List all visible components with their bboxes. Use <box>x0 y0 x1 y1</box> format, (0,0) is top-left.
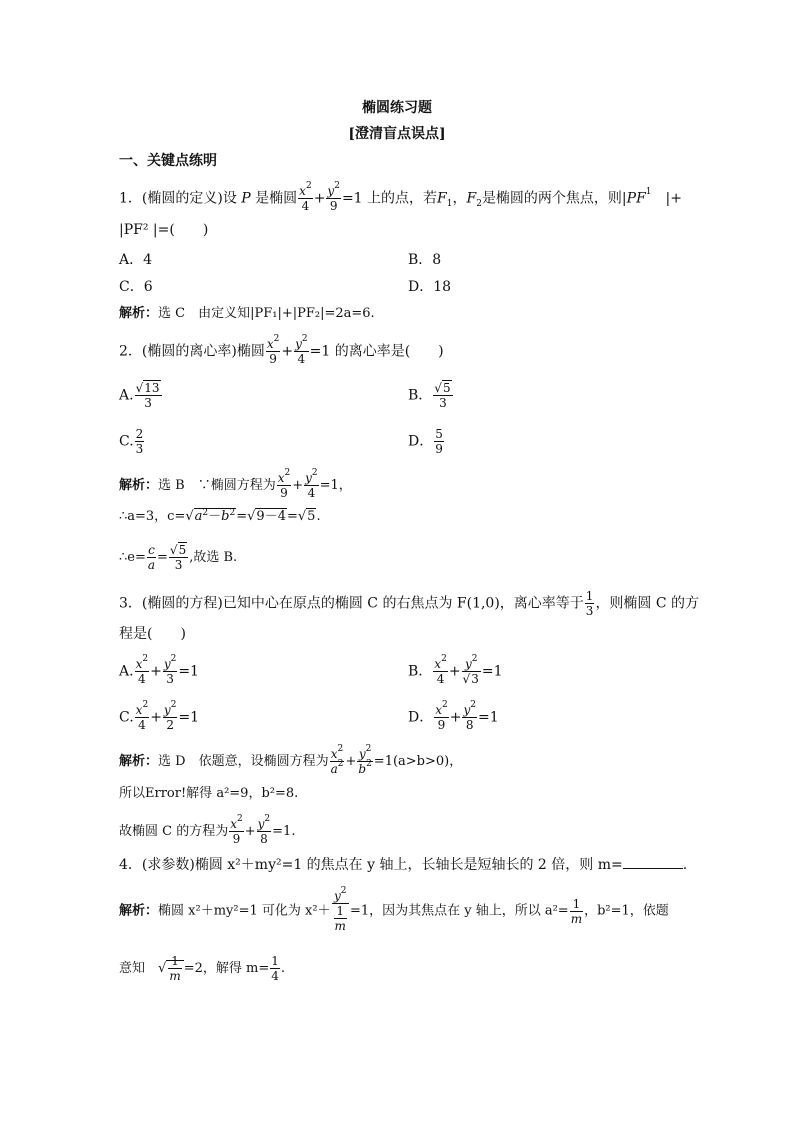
option-label: C. <box>119 433 134 450</box>
q3-text: 3．(椭圆的方程)已知中心在原点的椭圆 C 的右焦点为 F(1,0)，离心率等于 <box>119 595 584 612</box>
q2-option-c: C. $\frac{2}{3}$ <box>119 427 144 456</box>
q2-analysis-2: ∴a=3，$c=√a^2-b^2=√9-4=√5$. <box>119 508 321 524</box>
option-label: D． <box>408 433 434 450</box>
question-4 <box>119 855 687 875</box>
q1-text: 是椭圆 <box>255 190 298 207</box>
q1-option-c: C．6 <box>119 279 153 295</box>
q2-analysis-3: ∴e= $\frac{c}{a}$ = $\frac{√5}{3}$ ,故选 B. <box>119 543 238 572</box>
question-3-line2: 程是( ) <box>119 626 186 642</box>
page-subtitle: [澄清盲点误点] <box>348 126 446 142</box>
answer-blank[interactable] <box>623 856 683 869</box>
question-1-line2: |PF² |=( ) <box>119 222 209 238</box>
q1-option-b: B．8 <box>408 252 442 268</box>
q2-option-b: B． $\frac{√5}{3}$ <box>408 381 451 410</box>
option-label: D． <box>408 709 434 726</box>
q3-analysis-2: 所以Error!解得 a²=9，b²=8. <box>119 786 299 801</box>
analysis-label: 解析： <box>119 478 159 493</box>
q1-text: 1．(椭圆的定义)设 <box>119 190 237 207</box>
question-2: 2．(椭圆的离心率)椭圆 $\frac{x^2}{9}$ + $\frac{y^2}{4}$ =1 的离心率是( ) <box>119 334 444 366</box>
analysis-text: 选 C 由定义知|PF₁|+|PF₂|=2a=6. <box>158 306 375 321</box>
analysis-text: 椭圆 x²＋my²=1 可化为 x²＋ <box>158 903 331 919</box>
q3-analysis-1: 解析：选 D 依题意，设椭圆方程为 $\frac{x^2}{a^2}$ + $\frac{y^2}{b^2}$ =1(a>b>0)， <box>119 744 463 776</box>
analysis-label: 解析： <box>119 903 159 919</box>
q3-option-d: D． $\frac{x^2}{9}$ + $\frac{y^2}{8}$ =1 <box>408 700 499 732</box>
q1-option-d: D．18 <box>408 279 452 295</box>
option-label: A. <box>119 663 134 680</box>
q1-analysis <box>119 304 375 324</box>
analysis-text: 选 B ∵椭圆方程为 <box>158 478 276 493</box>
q4-text: 4．(求参数)椭圆 x²＋my²=1 的焦点在 y 轴上，长轴长是短轴长的 2 倍，则 m= <box>119 857 623 873</box>
section-heading: 一、关键点练明 <box>119 153 217 169</box>
q1-option-a: A．4 <box>119 252 153 268</box>
page-title: 椭圆练习题 <box>362 100 432 116</box>
q2-option-a: A. $\frac{√13}{3}$ <box>119 381 160 410</box>
question-3: 3．(椭圆的方程)已知中心在原点的椭圆 C 的右焦点为 F(1,0)，离心率等于 $\frac{1}{3}$ ，则椭圆 C 的方 <box>119 589 700 618</box>
analysis-text: ∴a=3，c= <box>119 509 186 524</box>
q4-text: . <box>682 857 688 873</box>
analysis-text: =1(a>b>0)， <box>373 754 463 769</box>
q2-analysis-1: 解析：选 B ∵椭圆方程为 $\frac{x^2}{9}$ + $\frac{y^2}{4}$ =1， <box>119 468 352 500</box>
option-label: A. <box>119 387 134 404</box>
analysis-text: 意知 <box>119 961 146 976</box>
q1-text: 是椭圆的两个焦点，则| <box>481 190 627 207</box>
q4-analysis-1: 解析：椭圆 x²＋my²=1 可化为 x²＋ $\frac{y^2}{\frac{1}{m}}$ =1，因为其焦点在 y 轴上，所以 a²= $\frac{1}{m}$ ，b²=1，依题 <box>119 886 669 933</box>
analysis-text: =1，因为其焦点在 y 轴上，所以 a²= <box>349 903 569 919</box>
question-1: 1．(椭圆的定义)设 P 是椭圆 $\frac{x^2}{4}$ + $\frac{y^2}{9}$ =1 上的点，若$F_1$，$F_2$是椭圆的两个焦点，则$|PF^1$ |+ <box>119 181 682 213</box>
q4-analysis-2: 意知 √ $\frac{1}{m}$ =2，解得 m= $\frac{1}{4}$ . <box>119 954 286 983</box>
option-label: C. <box>119 709 134 726</box>
analysis-text: . <box>280 961 286 976</box>
q2-option-d: D． $\frac{5}{9}$ <box>408 427 443 456</box>
q3-text: ，则椭圆 C 的方 <box>595 595 700 612</box>
q3-option-b: B． $\frac{x^2}{4}$ + $\frac{y^2}{√3}$ =1 <box>408 654 503 686</box>
analysis-text: =2，解得 m= <box>183 961 270 976</box>
option-label: B． <box>408 663 433 680</box>
q2-text: =1 的离心率是( ) <box>309 343 444 360</box>
q2-text: 2．(椭圆的离心率)椭圆 <box>119 343 265 360</box>
analysis-text: ,故选 B. <box>189 550 238 565</box>
analysis-text: 故椭圆 C 的方程为 <box>119 824 229 839</box>
analysis-label: 解析： <box>119 754 159 769</box>
q1-text: =1 上的点，若 <box>341 190 438 207</box>
analysis-text: 选 D 依题意，设椭圆方程为 <box>158 754 329 769</box>
q3-option-a: A. $\frac{x^2}{4}$ + $\frac{y^2}{3}$ =1 <box>119 654 199 686</box>
q3-option-c: C. $\frac{x^2}{4}$ + $\frac{y^2}{2}$ =1 <box>119 700 200 732</box>
analysis-text: ∴e= <box>119 550 146 565</box>
analysis-text: =1. <box>272 824 296 839</box>
analysis-text: ，b²=1，依题 <box>584 903 669 919</box>
analysis-label: 解析： <box>119 306 159 321</box>
option-label: B． <box>408 387 433 404</box>
q3-analysis-3: 故椭圆 C 的方程为 $\frac{x^2}{9}$ + $\frac{y^2}{8}$ =1. <box>119 814 296 846</box>
